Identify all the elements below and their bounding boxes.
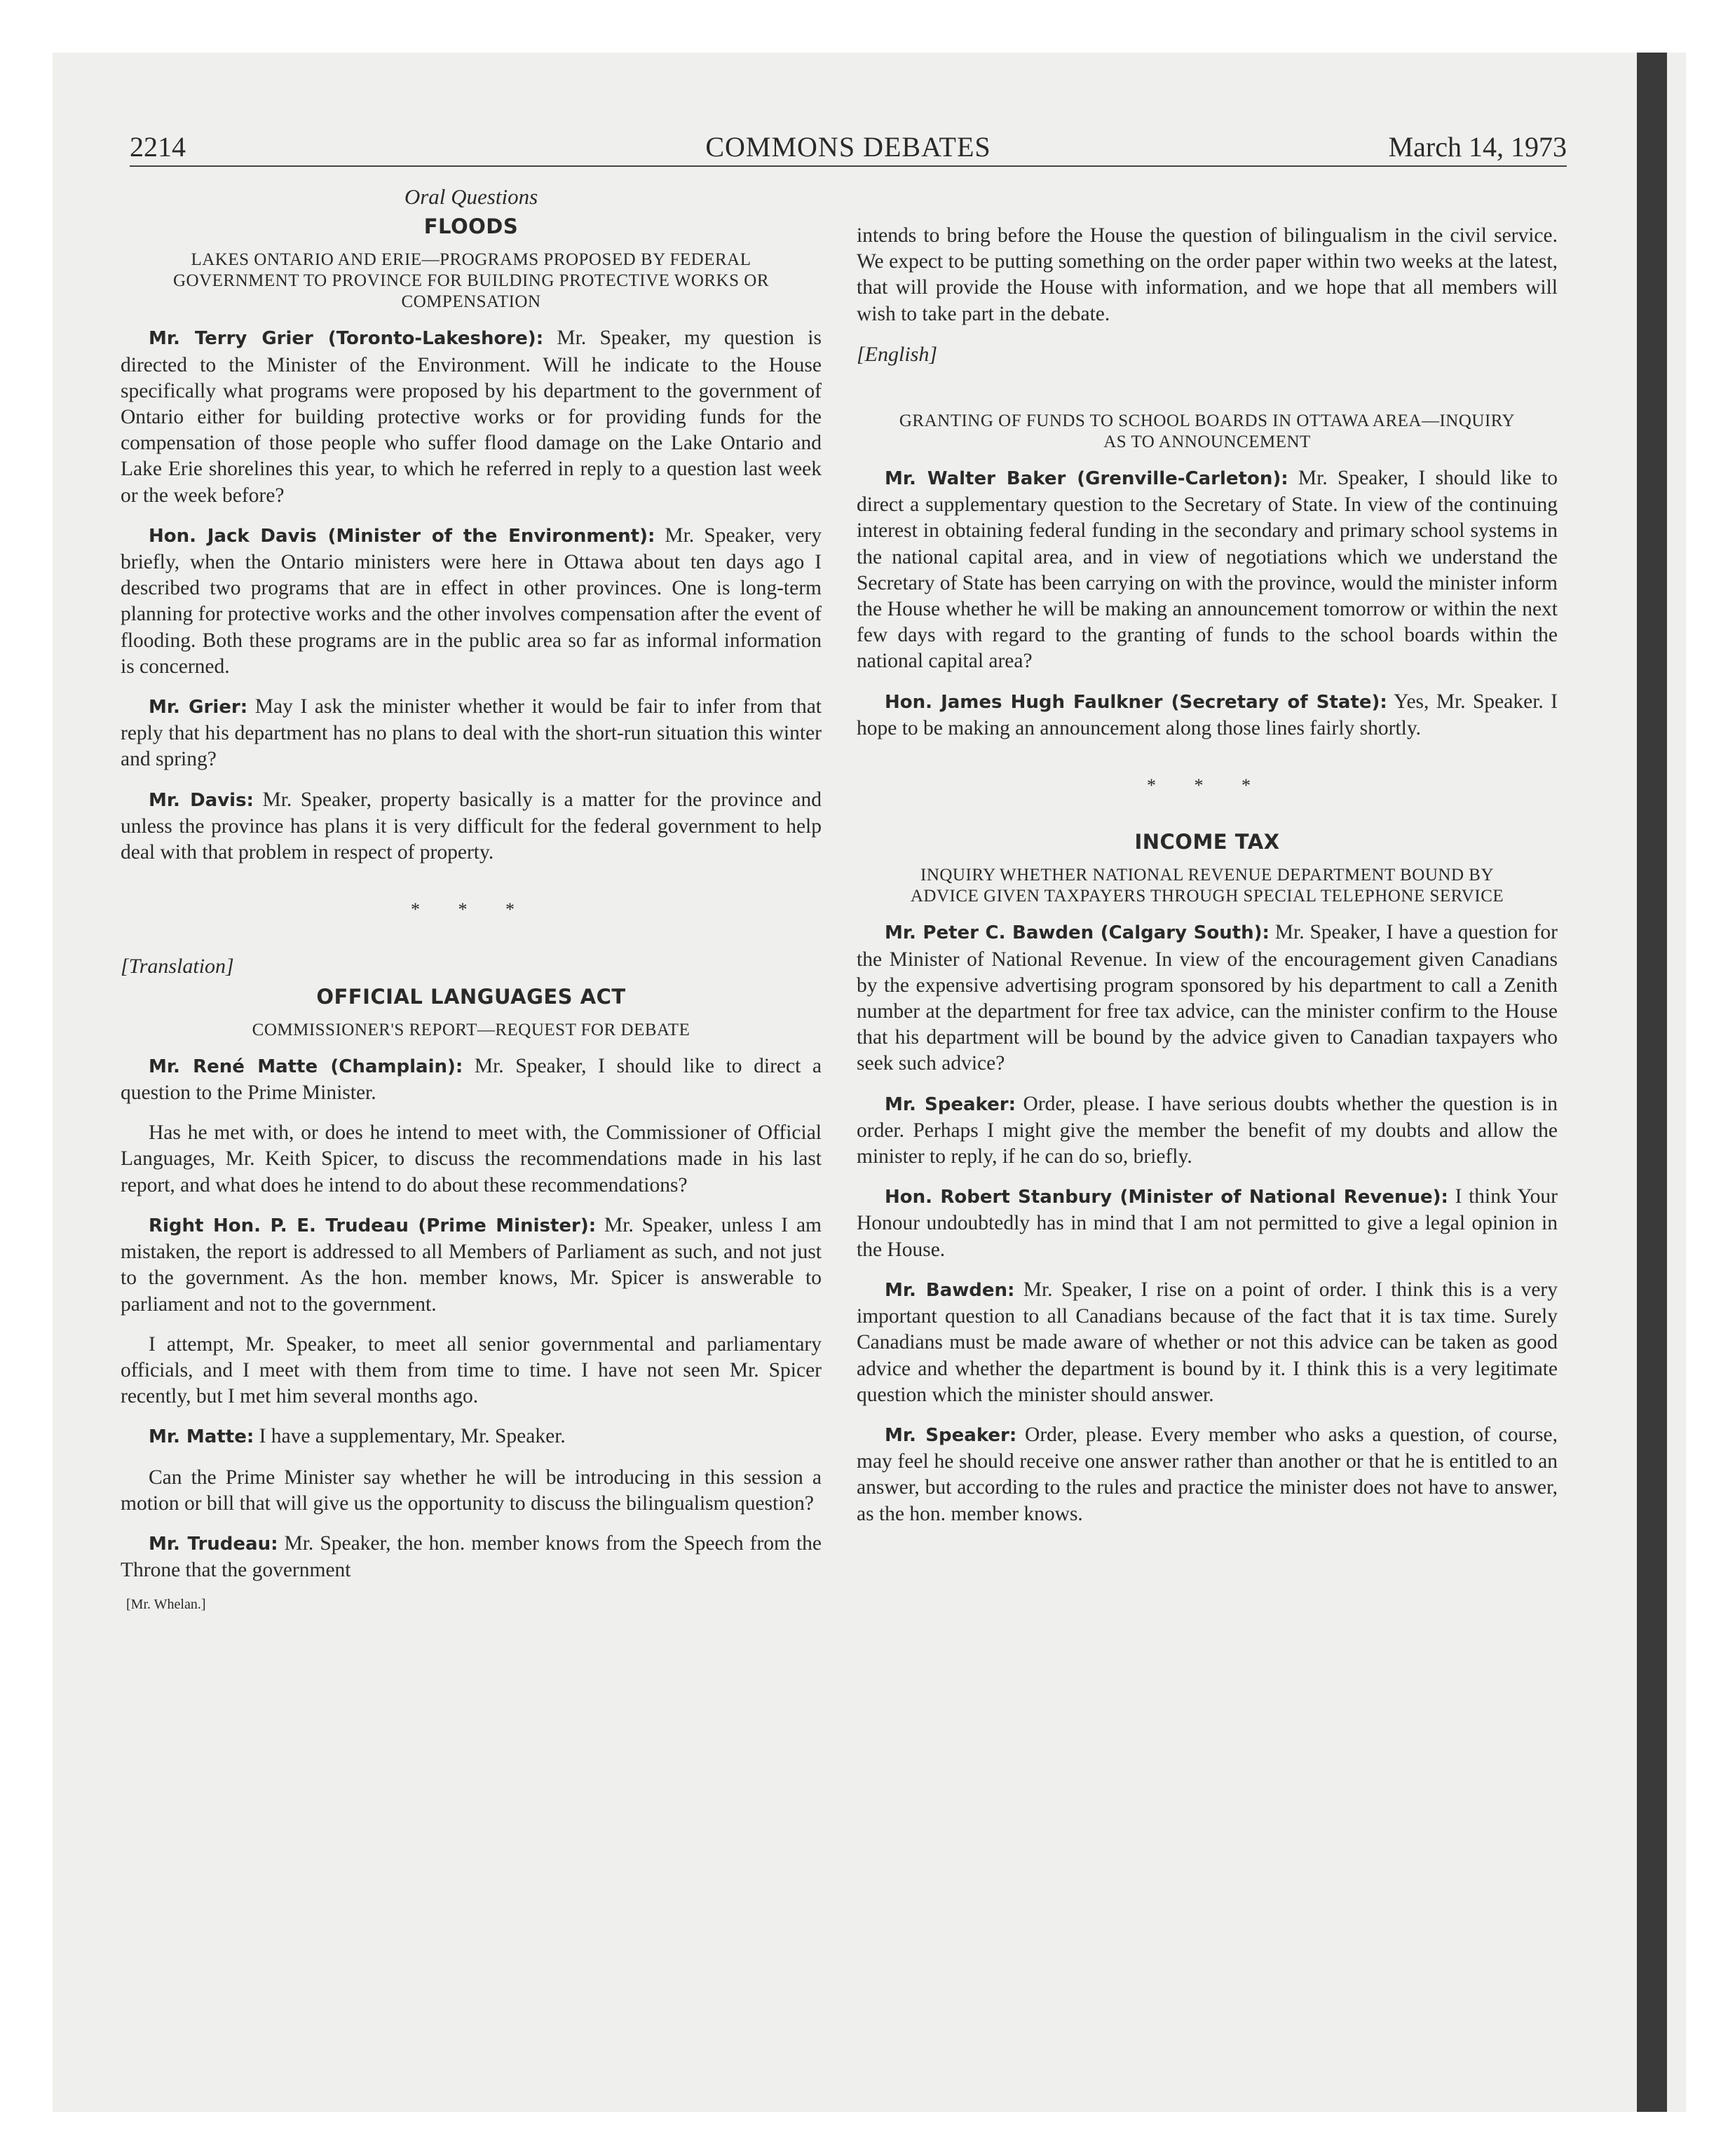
floods-paragraph: Mr. Terry Grier (Toronto-Lakeshore): Mr. Speaker, my question is directed to the Minister of the Environment. Will he indicate to the House specifically what programs were proposed by his department to the government of Ontario either for building protective works or for providing funds for the compensation of those people who suffer flood damage on the Lake Ontario and Lake Erie shorelines this year, to which he referred in reply to a question last week or the week before? bbox=[121, 327, 822, 507]
ola-paragraph: Mr. Trudeau: Mr. Speaker, the hon. member knows from the Speech from the Throne that the government bbox=[121, 1531, 822, 1582]
left-column bbox=[121, 184, 822, 1618]
right-column bbox=[857, 223, 1558, 1541]
continued-paragraph: intends to bring before the House the question of bilingualism in the civil service. We expect to be putting something on the order paper within two weeks at the latest, that will provide the House with information, and we hope that all members will wish to take part in the debate. bbox=[857, 224, 1558, 325]
speaker-name: Mr. Bawden: bbox=[885, 1279, 1015, 1301]
income-tax-paragraph: Mr. Bawden: Mr. Speaker, I rise on a point of order. I think this is a very important question to all Canadians because of the fact that it is tax time. Surely Canadians must be made aware of whether or not this advice can be taken as good advice and whether the department is bound by it. I think this is a very legitimate question which the minister should answer. bbox=[857, 1278, 1558, 1406]
speaker-name: Hon. James Hugh Faulkner (Secretary of State): bbox=[885, 691, 1387, 713]
speaker-name: Mr. Trudeau: bbox=[149, 1533, 278, 1555]
ola-paragraph: Right Hon. P. E. Trudeau (Prime Minister): Mr. Speaker, unless I am mistaken, the report is addressed to all Members of Parliament as such, and not just to the government. As the hon. member knows, Mr. Spicer is answerable to parliament and not to the government. bbox=[121, 1213, 822, 1316]
page-number: 2214 bbox=[130, 131, 186, 163]
income-tax-subheading: INQUIRY WHETHER NATIONAL REVENUE DEPARTMENT BOUND BY ADVICE GIVEN TAXPAYERS THROUGH SPECIAL TELEPHONE SERVICE bbox=[910, 866, 1504, 906]
speaker-name: Hon. Robert Stanbury (Minister of National Revenue): bbox=[885, 1187, 1448, 1208]
page-footnote: [Mr. Whelan.] bbox=[126, 1597, 206, 1613]
floods-paragraph: Mr. Grier: May I ask the minister whether it would be fair to infer from that reply that his department has no plans to deal with the short-run situation this winter and spring? bbox=[121, 695, 822, 771]
speaker-name: Mr. Grier: bbox=[149, 697, 248, 718]
ola-paragraph: Has he met with, or does he intend to meet with, the Commissioner of Official Languages, Mr. Keith Spicer, to discuss the recommendations made in his last report, and what does he intend to do about these recommendations? bbox=[121, 1121, 822, 1196]
section-separator: * * * bbox=[1147, 775, 1267, 796]
income-tax-paragraph: Mr. Speaker: Order, please. I have serious doubts whether the question is in order. Perhaps I might give the member the benefit of my doubts and allow the minister to reply, if he can do so, briefly. bbox=[857, 1092, 1558, 1168]
speaker-name: Mr. Peter C. Bawden (Calgary South): bbox=[885, 922, 1270, 944]
page-date: March 14, 1973 bbox=[1388, 131, 1567, 163]
ola-paragraph: Mr. René Matte (Champlain): Mr. Speaker, I should like to direct a question to the Prime Minister. bbox=[121, 1054, 822, 1105]
scan-edge-bar bbox=[1637, 53, 1667, 2112]
income-tax-paragraph: Mr. Speaker: Order, please. Every member who asks a question, of course, may feel he should receive one answer rather than another or that he is entitled to an answer, but according to the rules and practice the minister does not have to answer, as the hon. member knows. bbox=[857, 1423, 1558, 1525]
ola-paragraph: Can the Prime Minister say whether he will be introducing in this session a motion or bill that will give us the opportunity to discuss the bilingualism question? bbox=[121, 1466, 822, 1515]
speaker-name: Mr. Speaker: bbox=[885, 1424, 1017, 1446]
schools-subheading: GRANTING OF FUNDS TO SCHOOL BOARDS IN OTTAWA AREA—INQUIRY AS TO ANNOUNCEMENT bbox=[899, 411, 1516, 452]
speaker-name: Mr. René Matte (Champlain): bbox=[149, 1056, 463, 1077]
speaker-name: Right Hon. P. E. Trudeau (Prime Minister): bbox=[149, 1215, 597, 1236]
speaker-name: Mr. Terry Grier (Toronto-Lakeshore): bbox=[149, 328, 544, 350]
floods-heading: FLOODS bbox=[423, 214, 519, 239]
ola-paragraph: I attempt, Mr. Speaker, to meet all senior governmental and parliamentary officials, and I meet with them from time to time. I have not seen Mr. Spicer recently, but I met him several months ago. bbox=[121, 1332, 822, 1408]
schools-paragraph: Mr. Walter Baker (Grenville-Carleton): Mr. Speaker, I should like to direct a supplementary question to the Secretary of State. In view of the continuing interest in obtaining federal funding in the secondary and primary school systems in the national capital area, and in view of negotiations which we understand the Secretary of State has been carrying on with the province, would the minister inform the House whether he will be making an announcement tomorrow or within the next few days with regard to the granting of funds to the school boards within the national capital area? bbox=[857, 467, 1558, 673]
floods-paragraph: Mr. Davis: Mr. Speaker, property basically is a matter for the province and unless the province has plans it is very difficult for the federal government to help deal with that problem in respect of property. bbox=[121, 788, 822, 864]
english-label: [English] bbox=[857, 342, 938, 366]
schools-paragraph: Hon. James Hugh Faulkner (Secretary of State): Yes, Mr. Speaker. I hope to be making an announcement along those lines fairly shortly. bbox=[857, 690, 1558, 739]
speaker-name: Mr. Walter Baker (Grenville-Carleton): bbox=[885, 468, 1288, 490]
page-header bbox=[130, 133, 1567, 167]
speaker-name: Hon. Jack Davis (Minister of the Environment): bbox=[149, 525, 655, 547]
section-label: Oral Questions bbox=[404, 184, 538, 209]
ola-paragraph: Mr. Matte: I have a supplementary, Mr. Speaker. bbox=[149, 1425, 566, 1448]
ola-subheading: COMMISSIONER'S REPORT—REQUEST FOR DEBATE bbox=[252, 1020, 690, 1039]
income-tax-paragraph: Hon. Robert Stanbury (Minister of National Revenue): I think Your Honour undoubtedly has in mind that I am not permitted to give a legal opinion in the House. bbox=[857, 1185, 1558, 1261]
floods-paragraph: Hon. Jack Davis (Minister of the Environment): Mr. Speaker, very briefly, when the Ontario ministers were here in Ottawa about ten days ago I described two programs that are in effect in other provinces. One is long-term planning for protective works and the other involves compensation after the event of flooding. Both these programs are in the public area so far as informal information is concerned. bbox=[121, 524, 822, 678]
section-separator: * * * bbox=[411, 899, 531, 920]
speaker-name: Mr. Speaker: bbox=[885, 1093, 1016, 1115]
income-tax-paragraph: Mr. Peter C. Bawden (Calgary South): Mr. Speaker, I have a question for the Minister of National Revenue. In view of the encouragement given Canadians by the expensive advertising program sponsored by his department to call a Zenith number at the department for free tax advice, can the minister confirm to the House that his department will be bound by the advice given to Canadian taxpayers who seek such advice? bbox=[857, 921, 1558, 1075]
income-tax-heading: INCOME TAX bbox=[1134, 830, 1280, 854]
publication-title: COMMONS DEBATES bbox=[705, 131, 991, 163]
speaker-name: Mr. Davis: bbox=[149, 789, 254, 811]
speaker-name: Mr. Matte: bbox=[149, 1426, 254, 1448]
ola-heading: OFFICIAL LANGUAGES ACT bbox=[316, 984, 626, 1009]
spacer bbox=[857, 370, 1558, 411]
floods-subheading: LAKES ONTARIO AND ERIE—PROGRAMS PROPOSED BY FEDERAL GOVERNMENT TO PROVINCE FOR BUILDING PROTECTIVE WORKS OR COMPENSATION bbox=[173, 250, 769, 312]
translation-label: [Translation] bbox=[121, 955, 234, 978]
